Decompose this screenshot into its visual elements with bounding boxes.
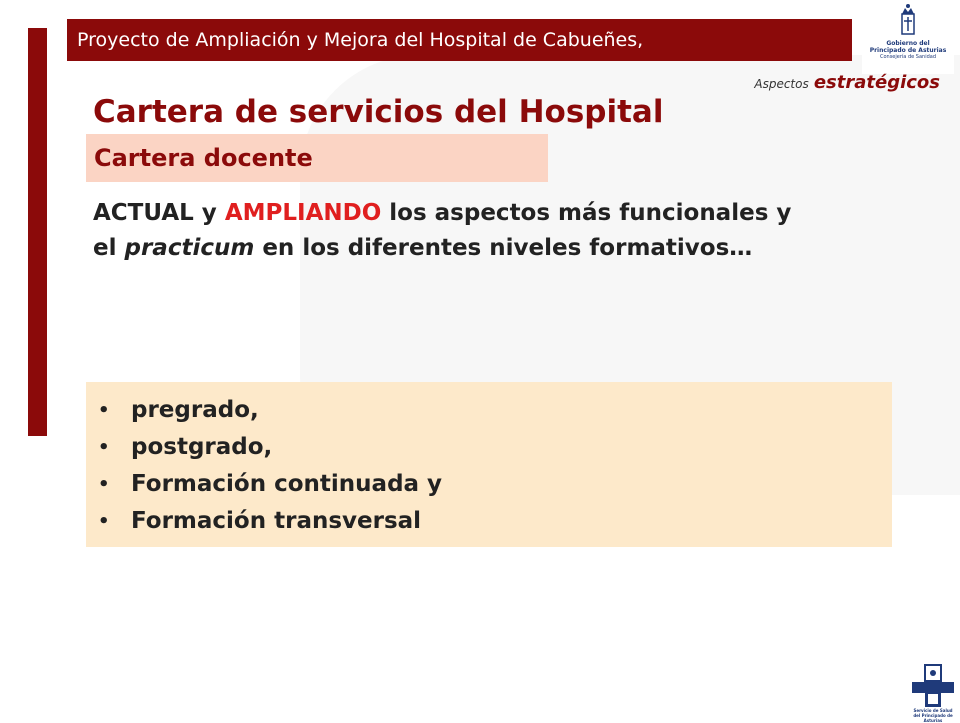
paragraph-part2: los aspectos más funcionales y el: [93, 200, 792, 261]
crown-crest-icon: [862, 2, 954, 40]
health-service-logo: [910, 664, 956, 723]
health-logo-line2: del Principado de Asturias: [913, 713, 953, 723]
subtitle-box: Cartera docente: [86, 134, 548, 182]
list-item: • Formación transversal: [98, 503, 892, 540]
header-banner: Proyecto de Ampliación y Mejora del Hospital de Cabueñes,: [67, 19, 852, 61]
training-levels-list: [98, 392, 892, 540]
intro-paragraph: [93, 196, 793, 266]
paragraph-part3: en los diferentes niveles formativos…: [254, 235, 753, 261]
left-accent-bar: [28, 28, 47, 436]
section-tag: [754, 72, 940, 93]
health-cross-icon: [910, 664, 956, 708]
government-logo-line3: Consejería de Sanidad: [879, 54, 936, 60]
list-item: • postgrado,: [98, 429, 892, 466]
training-levels-box: [86, 382, 892, 547]
paragraph-highlight: AMPLIANDO: [224, 200, 382, 226]
section-tag-small: Aspectos: [754, 77, 809, 91]
government-logo-line2: Principado de Asturias: [869, 47, 947, 54]
list-item: • pregrado,: [98, 392, 892, 429]
list-item: • Formación continuada y: [98, 466, 892, 503]
paragraph-italic: practicum: [124, 235, 255, 261]
page-title: Cartera de servicios del Hospital: [93, 94, 664, 130]
government-logo: [862, 2, 954, 74]
health-logo-line1: Servicio de Salud: [913, 708, 953, 713]
paragraph-part1: ACTUAL y: [93, 200, 225, 226]
government-logo-line1: Gobierno del: [886, 40, 930, 47]
section-tag-big: estratégicos: [813, 72, 940, 93]
